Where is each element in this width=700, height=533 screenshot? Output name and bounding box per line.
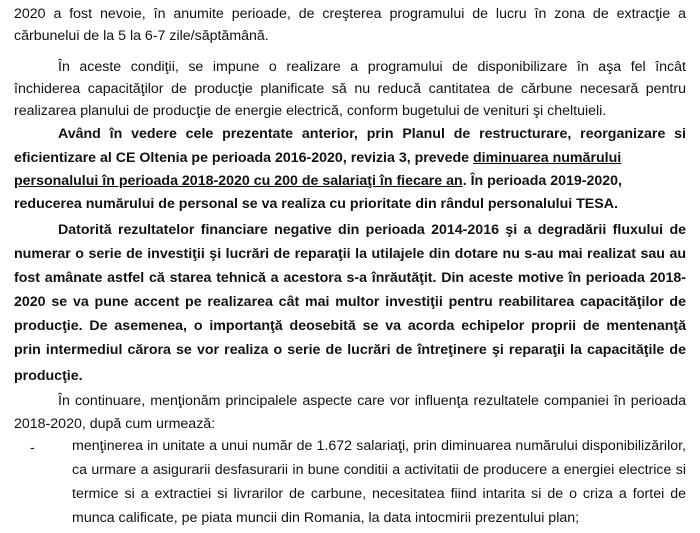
list-bullet: - bbox=[30, 440, 35, 456]
list-item-line: ca urmare a asigurarii desfasurarii in bune conditii a activitatii de producere a energiei electrice si bbox=[72, 462, 686, 478]
paragraph-line: închiderea capacităţilor de producţie planificate să nu reducă cantitatea de cărbune necesară pentru bbox=[14, 81, 686, 97]
text-span: eficientizare al CE Oltenia pe perioada 2016-2020, revizia 3, prevede bbox=[14, 150, 470, 166]
paragraph-line: În aceste condiţii, se impune o realizare a programului de disponibilizare în aşa fel încât bbox=[58, 59, 686, 75]
text-span: . În perioada 2019-2020, bbox=[462, 173, 622, 189]
underlined-text: personalului în perioada 2018-2020 cu 200 de salariaţi în fiecare an bbox=[14, 173, 463, 189]
paragraph-line: realizarea planului de producţie de energie electrică, conform bugetului de venituri şi cheltuieli. bbox=[14, 103, 607, 119]
paragraph-line: prin intermediul cărora se vor realiza o serie de lucrări de întreţinere şi reparaţii la capacităţile de bbox=[14, 342, 686, 358]
paragraph-line: 2020 a fost nevoie, în anumite perioade, de creşterea programului de lucru în zona de extracţie a bbox=[14, 6, 686, 22]
paragraph-line: producţie. bbox=[14, 368, 83, 384]
paragraph-line: Având în vedere cele prezentate anterior, prin Planul de restructurare, reorganizare si bbox=[58, 126, 686, 142]
list-item-line: munca calificate, pe piata muncii din Romania, la data intocmirii prezentului plan; bbox=[72, 510, 580, 526]
paragraph-line: numerar o serie de investiţii şi lucrări de reparaţii la utilajele din dotare nu s-au mai realizat sau au bbox=[14, 246, 686, 262]
underlined-text: diminuarea numărului bbox=[472, 150, 622, 166]
paragraph-line bbox=[14, 171, 686, 191]
paragraph-line: producţie. De asemenea, o importanţă deosebită se va acorda echipelor proprii de mentenanţă bbox=[14, 318, 686, 334]
paragraph-line: 2020 se va pune accent pe realizarea cât mai multor investiţii pentru reabilitarea capacităţilor de bbox=[14, 294, 686, 310]
paragraph-line: Datorită rezultatelor financiare negative din perioada 2014-2016 şi a degradării fluxului de bbox=[58, 222, 686, 238]
paragraph-line bbox=[14, 148, 686, 168]
paragraph-line: reducerea numărului de personal se va realiza cu prioritate din rândul personalului TESA. bbox=[14, 196, 618, 212]
paragraph-line: cărbunelui de la 5 la 6-7 zile/săptămână. bbox=[14, 28, 269, 44]
paragraph-line: În continuare, menţionăm principalele aspecte care vor influenţa rezultatele companiei în perioada bbox=[58, 393, 686, 409]
paragraph-line: fost amânate astfel că starea tehnică a acestora s-a înrăutăţit. Din aceste motive în perioada 2018- bbox=[14, 270, 686, 286]
list-item-line: termice si a extractiei si livrarilor de carbune, necesitatea fiind intarita si de o criza a fortei de bbox=[72, 486, 686, 502]
list-item-line: menţinerea in unitate a unui număr de 1.672 salariaţi, prin diminuarea numărului disponibilizărilor, bbox=[72, 438, 686, 454]
paragraph-line: 2018-2020, după cum urmează: bbox=[14, 416, 216, 432]
